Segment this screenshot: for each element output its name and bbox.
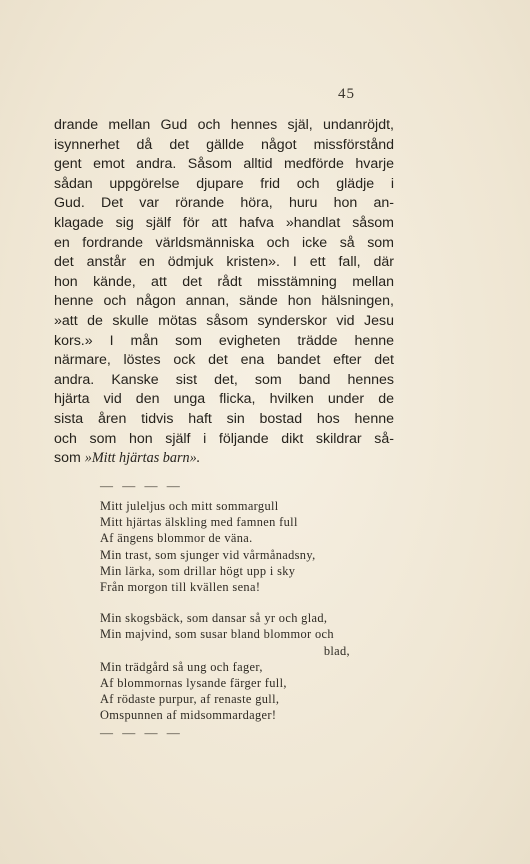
poem-line-continuation: blad, (323, 643, 350, 658)
prose-line: sådan uppgörelse djupare frid och glädje i (54, 175, 394, 192)
prose-line: henne och någon annan, sände hon hälsningen, (54, 293, 394, 310)
prose-line: drande mellan Gud och hennes själ, undanröjdt, (54, 117, 394, 133)
poem-line: Mitt juleljus och mitt sommargull (100, 499, 279, 513)
divider-top: — — — — (100, 478, 183, 493)
prose-last-line (54, 449, 394, 469)
prose-line: andra. Kanske sist det, som band hennes (54, 371, 394, 388)
prose-line: hjärta vid den unga flickа, hvilken under de (54, 391, 394, 408)
poem (100, 478, 380, 741)
prose-line: det anstår en ödmjuk kristen». I ett fall, där (54, 254, 394, 271)
page-number: 45 (338, 86, 355, 102)
prose-line: hon kände, att det rådt misstämning mellan (54, 273, 394, 290)
poem-line: Min trast, som sjunger vid vårmånadsny, (100, 547, 316, 562)
poem-line: Min lärka, som drillar högt upp i sky (100, 563, 296, 578)
poem-line: Mitt hjärtas älskling med famnen full (100, 515, 298, 530)
poem-line: Min skogsbäck, som dansar så yr och glad, (100, 611, 328, 626)
prose-line: närmare, löstes ock det ena bandet efter det (54, 352, 394, 369)
prose-line: Gud. Det var rörande höra, huru hon an- (54, 195, 394, 212)
prose-paragraph (54, 116, 394, 469)
poem-line: Min trädgård så ung och fager, (100, 659, 263, 674)
poem-line: Af ängens blommor de väna. (100, 531, 253, 546)
prose-line: gent emot andra. Såsom alltid medförde hvarje (54, 156, 394, 173)
prose-last-prefix: som (54, 450, 85, 467)
stanza-gap (100, 595, 380, 610)
poem-title-reference: »Mitt hjärtas barn». (84, 450, 201, 467)
prose-line: kors.» I mån som evigheten trädde henne (54, 332, 394, 349)
poem-line: Från morgon till kvällen sena! (100, 579, 261, 594)
prose-line: sista åren tidvis haft sin bostad hos henne (54, 410, 394, 427)
prose-line: klagade sig själf för att hafva »handlat såsom (54, 214, 394, 231)
prose-line: isynnerhet då det gällde något missförstånd (54, 136, 394, 153)
prose-line: »att de skulle mötas såsom synderskor vid Jesu (54, 312, 394, 329)
prose-line: och som hon själf i följande dikt skildrar så- (54, 430, 394, 447)
poem-line: Af blommornas lysande färger full, (100, 675, 287, 690)
poem-line: Omspunnen af midsommardager! (100, 708, 277, 723)
divider-bottom: — — — — (100, 725, 183, 741)
prose-line: en fordrande världsmänniska och icke så som (54, 234, 394, 251)
poem-line: Min majvind, som susar bland blommor och (100, 627, 334, 642)
poem-line: Af rödaste purpur, af renaste gull, (100, 692, 280, 707)
